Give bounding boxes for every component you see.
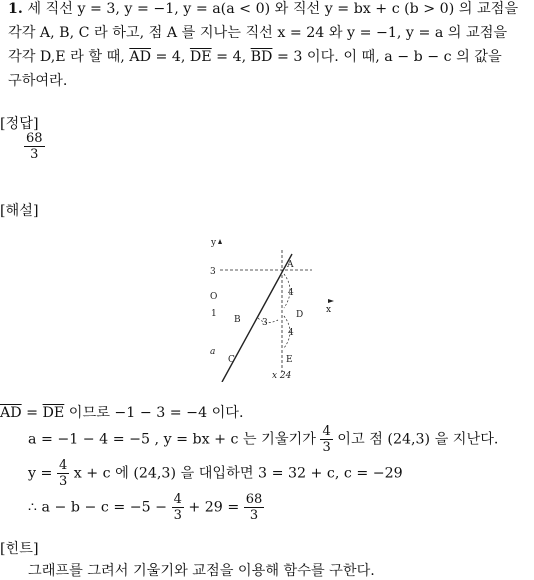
step3-num: 4 [58, 458, 68, 473]
hint-text: 그래프를 그려서 기울기와 교점을 이용해 함수를 구한다. [28, 563, 375, 579]
problem-line-3 [8, 48, 502, 66]
step2-post: 이고 점 (24,3) 을 지난다. [337, 431, 499, 448]
point-a-label: A [287, 260, 294, 270]
problem-line-4: 구하여라. [8, 73, 68, 89]
answer-value [24, 131, 45, 162]
point-b-label: B [234, 315, 241, 325]
step4-pre: ∴ a − b − c = −5 − [28, 499, 168, 516]
step3-den: 3 [58, 474, 68, 489]
tick-3: 3 [210, 267, 216, 277]
problem-line-2: 각각 A, B, C 라 하고, 점 A 를 지나는 직선 x = 24 와 y = −1, y = a 의 교점을 [8, 25, 508, 41]
segment-de: $\overline{DE}$ [189, 49, 212, 65]
problem-number: 1. [8, 1, 23, 17]
answer-denominator: 3 [30, 147, 39, 162]
segment-ad-value: = 4, [155, 49, 186, 65]
step4-num1: 4 [173, 492, 182, 507]
step4-den2: 3 [249, 508, 259, 523]
solution-step-3 [28, 458, 403, 489]
segment-de-value: = 4, [216, 49, 247, 65]
step2-pre: a = −1 − 4 = −5 , y = bx + c 는 기울기가 [28, 431, 316, 448]
answer-label: [정답] [0, 116, 39, 132]
segment-ad: $\overline{AD}$ [129, 49, 151, 65]
point-c-label: C [228, 355, 235, 365]
segment-bd-value: = 3 이다. 이 때, a − b − c 의 값을 [276, 49, 502, 65]
answer-numerator: 68 [26, 131, 43, 146]
step3-post: x + c 에 (24,3) 을 대입하면 3 = 32 + c, c = −29 [73, 465, 403, 482]
x-axis-label: x [326, 305, 332, 315]
seg-de-label: 4 [288, 328, 294, 338]
step4-num2: 68 [245, 492, 263, 507]
step2-den: 3 [322, 440, 331, 455]
solution-figure [200, 234, 340, 382]
problem-text-3: 각각 D,E 라 할 때, [8, 49, 125, 65]
seg-ad-label: 4 [288, 288, 294, 298]
problem-text-1: 세 직선 y = 3, y = −1, y = a(a < 0) 와 직선 y = bx + c (b > 0) 의 교점을 [27, 1, 519, 17]
y-axis-arrow-icon [218, 239, 222, 244]
tick-1: 1 [211, 309, 217, 319]
tick-a: a [210, 347, 216, 357]
x-axis-arrow-icon [328, 299, 334, 303]
solution-step-4 [28, 492, 264, 523]
step1-rest: 이므로 −1 − 3 = −4 이다. [68, 405, 244, 421]
step1-de: $\overline{DE}$ [42, 405, 65, 421]
y-axis-label: y [211, 238, 217, 248]
problem-line-1 [8, 0, 518, 18]
x-24-label: x 24 [272, 371, 292, 381]
step4-mid: + 29 = [188, 499, 240, 516]
brace-bd [258, 318, 278, 323]
step1-ad: $\overline{AD}$ [0, 405, 22, 421]
solution-step-1 [0, 404, 244, 422]
step3-pre: y = [28, 465, 53, 482]
step1-eq: = [26, 405, 39, 421]
hint-label: [힌트] [0, 541, 39, 557]
point-d-label: D [296, 310, 304, 320]
step2-num: 4 [322, 424, 331, 439]
solution-label: [해설] [0, 203, 39, 219]
solution-step-2 [28, 424, 498, 455]
origin-label: O [210, 292, 218, 302]
step4-den1: 3 [173, 508, 182, 523]
seg-bd-label: 3 [262, 318, 268, 328]
point-e-label: E [286, 355, 293, 365]
segment-bd: $\overline{BD}$ [250, 49, 273, 65]
